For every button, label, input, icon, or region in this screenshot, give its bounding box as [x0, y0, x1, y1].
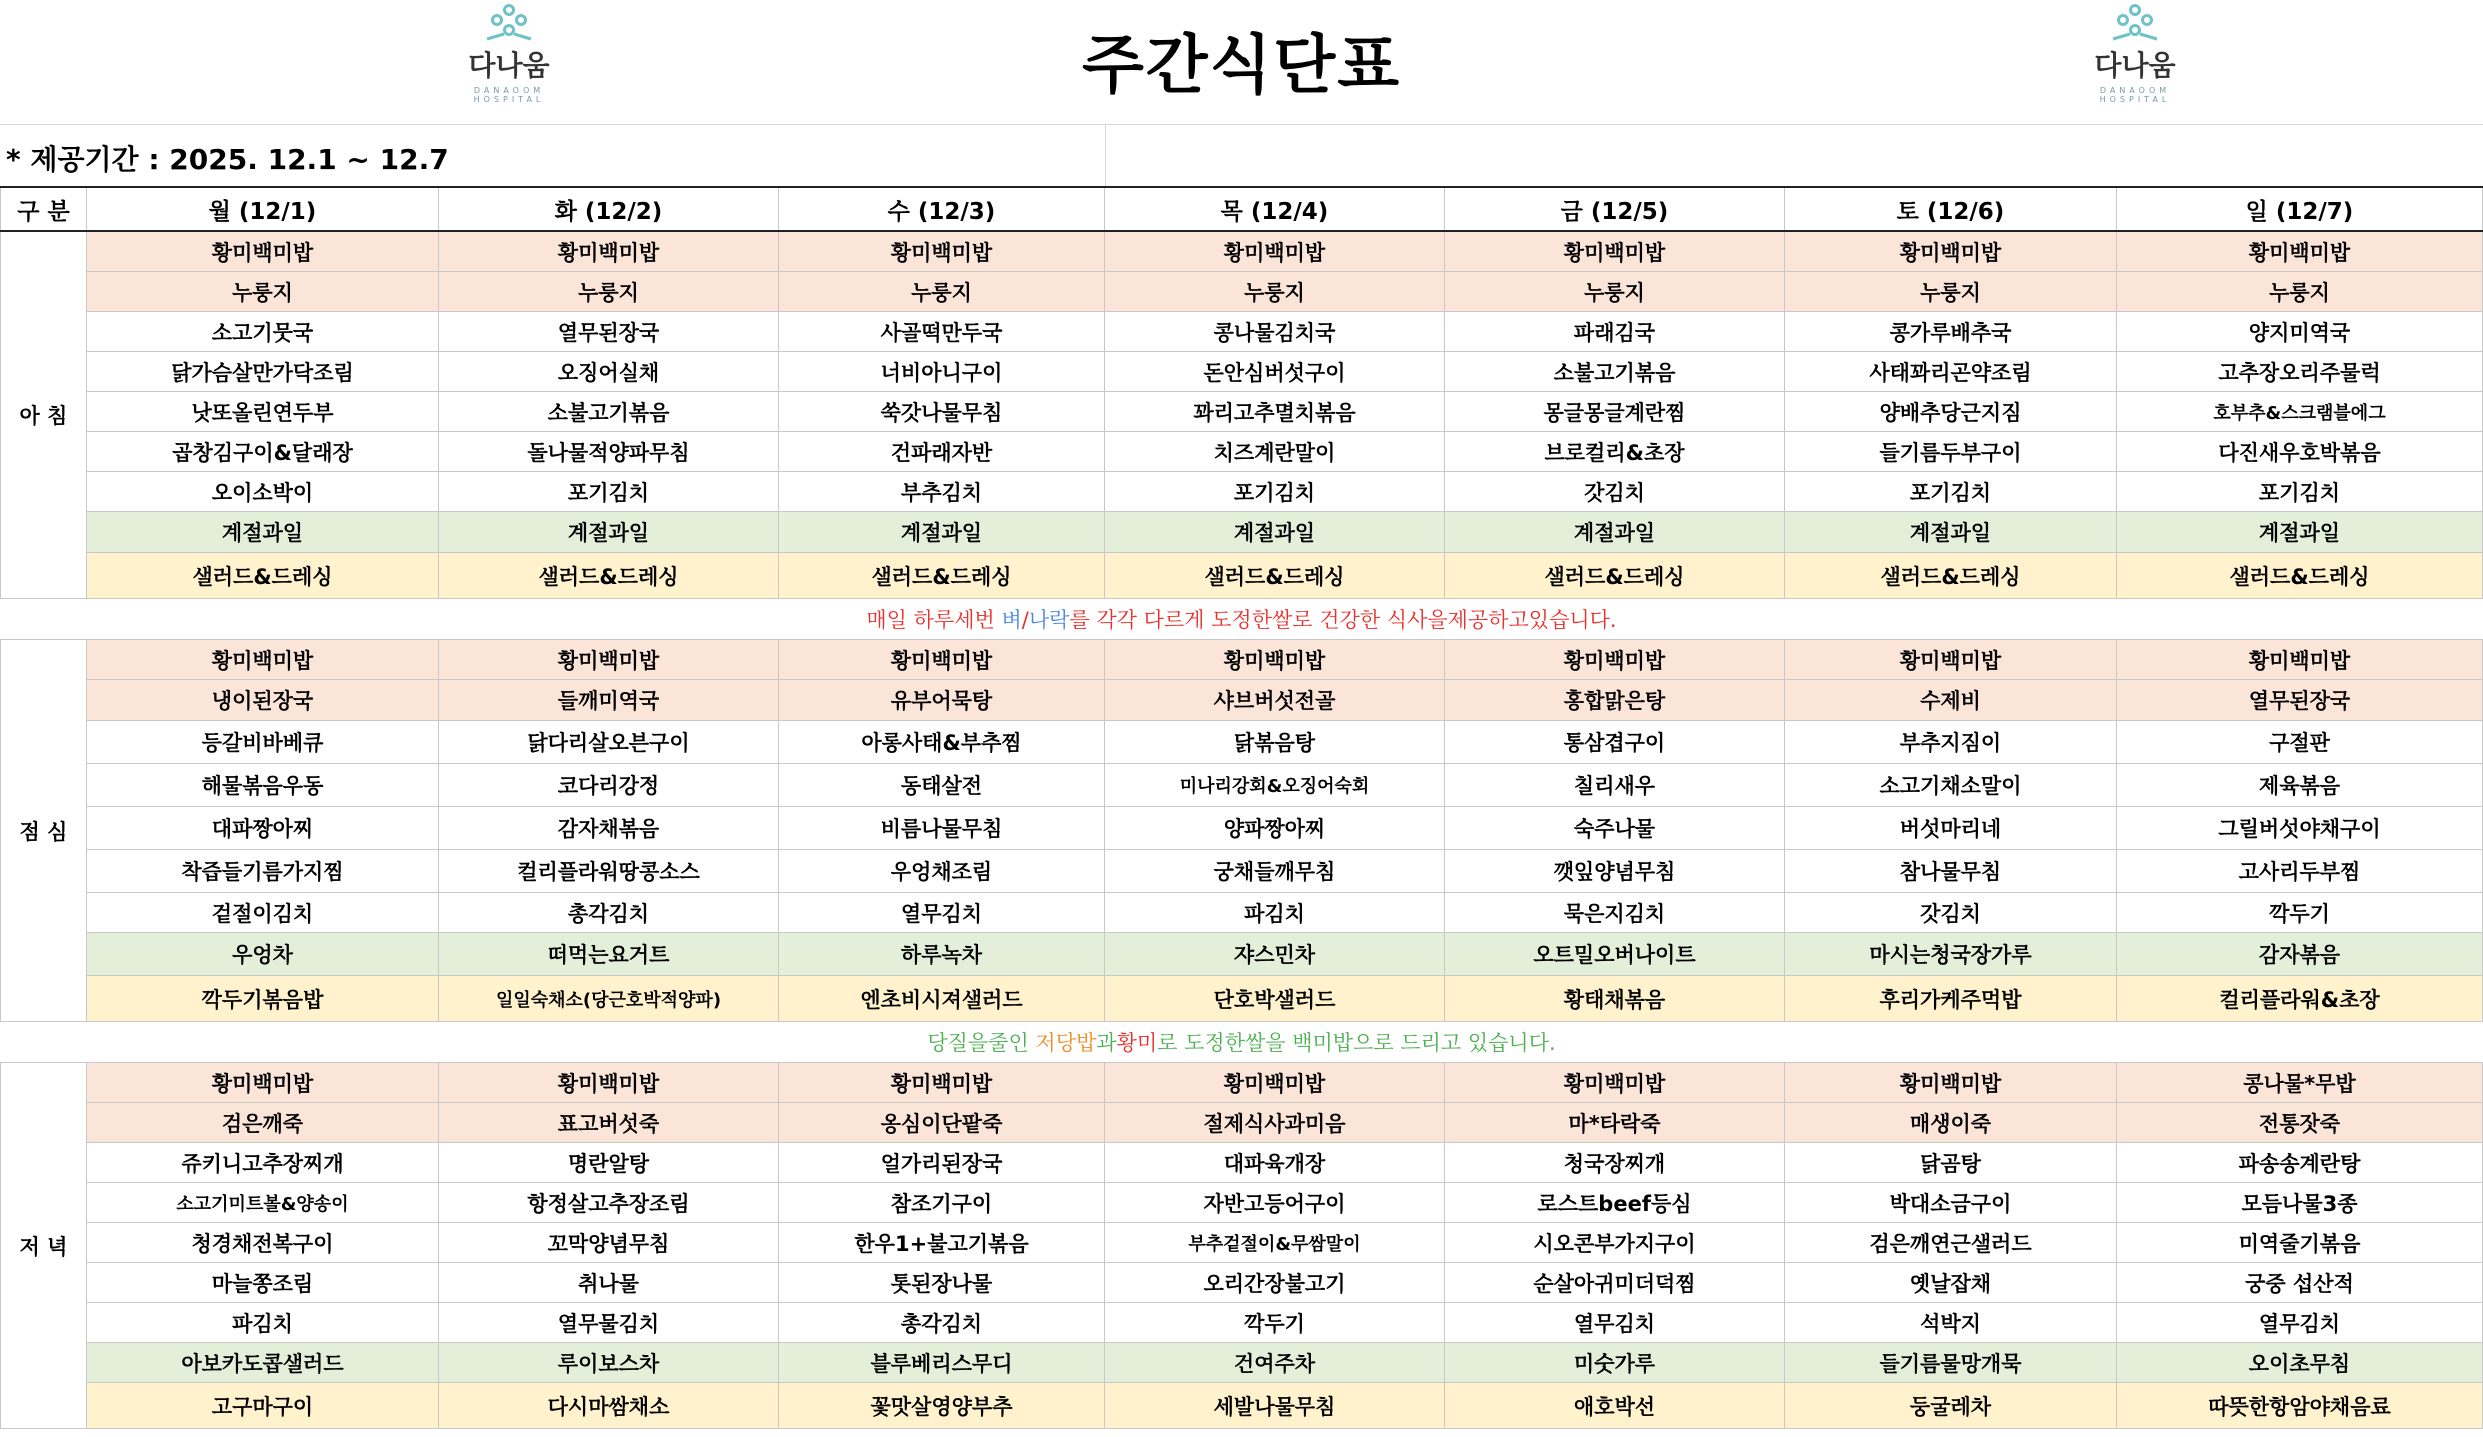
menu-cell: 오징어실채: [439, 352, 779, 392]
menu-cell: 순살아귀미더덕찜: [1445, 1263, 1785, 1303]
menu-cell: 대파짱아찌: [87, 807, 439, 850]
table-row: [1, 680, 2483, 721]
menu-cell: 열무된장국: [439, 312, 779, 352]
menu-cell: 깍두기: [1105, 1303, 1445, 1343]
menu-cell: 컬리플라워땅콩소스: [439, 850, 779, 893]
notice-fragment: 저당밥: [1035, 1031, 1097, 1055]
menu-cell: 오리간장불고기: [1105, 1263, 1445, 1303]
menu-cell: 소고기뭇국: [87, 312, 439, 352]
menu-cell: 누룽지: [87, 272, 439, 312]
day-header: 수 (12/3): [779, 187, 1105, 231]
menu-cell: 황미백미밥: [1785, 640, 2117, 680]
menu-cell: 건파래자반: [779, 432, 1105, 472]
menu-cell: 동태살전: [779, 764, 1105, 807]
menu-cell: 황미백미밥: [779, 231, 1105, 272]
menu-cell: 황미백미밥: [439, 640, 779, 680]
menu-cell: 샐러드&드레싱: [439, 553, 779, 599]
menu-cell: 총각김치: [779, 1303, 1105, 1343]
menu-cell: 우엉채조림: [779, 850, 1105, 893]
menu-cell: 구절판: [2117, 721, 2483, 764]
menu-cell: 절제식사과미음: [1105, 1103, 1445, 1143]
menu-cell: 닭가슴살만가닥조림: [87, 352, 439, 392]
menu-cell: 겉절이김치: [87, 893, 439, 933]
menu-cell: 청국장찌개: [1445, 1143, 1785, 1183]
menu-cell: 양지미역국: [2117, 312, 2483, 352]
menu-cell: 콩나물김치국: [1105, 312, 1445, 352]
menu-cell: 치즈계란말이: [1105, 432, 1445, 472]
menu-cell: 오트밀오버나이트: [1445, 933, 1785, 976]
menu-cell: 황미백미밥: [87, 231, 439, 272]
table-row: [1, 272, 2483, 312]
day-header: 화 (12/2): [439, 187, 779, 231]
menu-cell: 누룽지: [439, 272, 779, 312]
menu-cell: 파래김국: [1445, 312, 1785, 352]
menu-cell: 돈안심버섯구이: [1105, 352, 1445, 392]
menu-cell: 검은깨연근샐러드: [1785, 1223, 2117, 1263]
menu-cell: 사태꽈리곤약조림: [1785, 352, 2117, 392]
menu-cell: 자반고등어구이: [1105, 1183, 1445, 1223]
weekly-menu-table: [0, 186, 2483, 1429]
table-row: [1, 764, 2483, 807]
menu-cell: 열무김치: [1445, 1303, 1785, 1343]
menu-cell: 비름나물무침: [779, 807, 1105, 850]
menu-cell: 사골떡만두국: [779, 312, 1105, 352]
menu-cell: 전통잣죽: [2117, 1103, 2483, 1143]
menu-cell: 꽈리고추멸치볶음: [1105, 392, 1445, 432]
menu-cell: 황미백미밥: [1445, 1063, 1785, 1103]
menu-cell: 통삼겹구이: [1445, 721, 1785, 764]
menu-cell: 샐러드&드레싱: [87, 553, 439, 599]
table-header-row: [1, 187, 2483, 231]
menu-cell: 황미백미밥: [779, 1063, 1105, 1103]
table-row: [1, 721, 2483, 764]
menu-cell: 들깨미역국: [439, 680, 779, 721]
menu-cell: 닭다리살오븐구이: [439, 721, 779, 764]
menu-cell: 참조기구이: [779, 1183, 1105, 1223]
menu-cell: 황미백미밥: [1785, 231, 2117, 272]
day-header: 금 (12/5): [1445, 187, 1785, 231]
menu-cell: 너비아니구이: [779, 352, 1105, 392]
menu-cell: 옹심이단팥죽: [779, 1103, 1105, 1143]
menu-cell: 블루베리스무디: [779, 1343, 1105, 1383]
menu-cell: 들기름물망개묵: [1785, 1343, 2117, 1383]
menu-cell: 황미백미밥: [1785, 1063, 2117, 1103]
menu-cell: 오이초무침: [2117, 1343, 2483, 1383]
day-header: 토 (12/6): [1785, 187, 2117, 231]
menu-cell: 부추지짐이: [1785, 721, 2117, 764]
table-row: [1, 352, 2483, 392]
table-row: [1, 807, 2483, 850]
menu-cell: 궁중 섭산적: [2117, 1263, 2483, 1303]
menu-cell: 샤브버섯전골: [1105, 680, 1445, 721]
menu-cell: 총각김치: [439, 893, 779, 933]
menu-cell: 소고기채소말이: [1785, 764, 2117, 807]
menu-cell: 황미백미밥: [2117, 640, 2483, 680]
menu-cell: 감자채볶음: [439, 807, 779, 850]
menu-cell: 톳된장나물: [779, 1263, 1105, 1303]
menu-cell: 고추장오리주물럭: [2117, 352, 2483, 392]
menu-cell: 미나리강회&오징어숙회: [1105, 764, 1445, 807]
menu-cell: 한우1+불고기볶음: [779, 1223, 1105, 1263]
table-row: [1, 432, 2483, 472]
menu-cell: 둥굴레차: [1785, 1383, 2117, 1429]
table-row: [1, 1103, 2483, 1143]
menu-cell: 계절과일: [2117, 512, 2483, 553]
menu-cell: 들기름두부구이: [1785, 432, 2117, 472]
notice-row: [1, 599, 2483, 640]
logo-name: 다나움: [468, 49, 550, 82]
menu-cell: 콩나물*무밥: [2117, 1063, 2483, 1103]
menu-cell: 계절과일: [779, 512, 1105, 553]
menu-cell: 떠먹는요거트: [439, 933, 779, 976]
menu-cell: 황미백미밥: [1105, 231, 1445, 272]
menu-cell: 애호박선: [1445, 1383, 1785, 1429]
day-header: 월 (12/1): [87, 187, 439, 231]
menu-cell: 돌나물적양파무침: [439, 432, 779, 472]
menu-cell: 등갈비바베큐: [87, 721, 439, 764]
menu-cell: 건여주차: [1105, 1343, 1445, 1383]
menu-cell: 감자볶음: [2117, 933, 2483, 976]
menu-cell: 따뜻한항암야채음료: [2117, 1383, 2483, 1429]
menu-cell: 다진새우호박볶음: [2117, 432, 2483, 472]
table-row: [1, 893, 2483, 933]
table-row: [1, 1063, 2483, 1103]
menu-cell: 계절과일: [1105, 512, 1445, 553]
menu-cell: 마시는청국장가루: [1785, 933, 2117, 976]
menu-cell: 참나물무침: [1785, 850, 2117, 893]
menu-cell: 몽글몽글계란찜: [1445, 392, 1785, 432]
menu-cell: 마늘쫑조림: [87, 1263, 439, 1303]
meal-label: 점 심: [1, 640, 87, 1022]
menu-cell: 황미백미밥: [87, 640, 439, 680]
menu-cell: 아롱사태&부추찜: [779, 721, 1105, 764]
notice-text: [1, 599, 2483, 640]
menu-cell: 해물볶음우동: [87, 764, 439, 807]
notice-row: [1, 1022, 2483, 1063]
menu-cell: 로스트beef등심: [1445, 1183, 1785, 1223]
menu-cell: 일일숙채소(당근호박적양파): [439, 976, 779, 1022]
table-row: [1, 512, 2483, 553]
menu-cell: 포기김치: [1785, 472, 2117, 512]
menu-cell: 석박지: [1785, 1303, 2117, 1343]
menu-cell: 갓김치: [1785, 893, 2117, 933]
notice-fragment: 를 각각 다르게 도정한쌀로 건강한 식사을제공하고있습니다.: [1069, 608, 1617, 632]
menu-cell: 샐러드&드레싱: [1445, 553, 1785, 599]
logo-subtitle: DANAOOM HOSPITAL: [473, 86, 545, 104]
notice-fragment: 황미: [1116, 1031, 1158, 1055]
menu-cell: 항정살고추장조림: [439, 1183, 779, 1223]
menu-cell: 부추겉절이&무쌈말이: [1105, 1223, 1445, 1263]
menu-cell: 제육볶음: [2117, 764, 2483, 807]
menu-cell: 황미백미밥: [1445, 640, 1785, 680]
menu-cell: 샐러드&드레싱: [779, 553, 1105, 599]
notice-fragment: 벼: [1001, 608, 1022, 632]
menu-cell: 청경채전복구이: [87, 1223, 439, 1263]
menu-cell: 황태채볶음: [1445, 976, 1785, 1022]
menu-cell: 검은깨죽: [87, 1103, 439, 1143]
menu-cell: 파김치: [1105, 893, 1445, 933]
hospital-logo-right: [2075, 4, 2195, 104]
page-title: 주간식단표: [1081, 29, 1402, 103]
notice-fragment: 로 도정한쌀을 백미밥으로 드리고 있습니다.: [1157, 1031, 1556, 1055]
menu-cell: 닭볶음탕: [1105, 721, 1445, 764]
table-row: [1, 1223, 2483, 1263]
serving-period: * 제공기간 : 2025. 12.1 ~ 12.7: [6, 143, 449, 176]
table-row: [1, 472, 2483, 512]
menu-cell: 쟈스민차: [1105, 933, 1445, 976]
menu-cell: 열무김치: [779, 893, 1105, 933]
table-row: [1, 312, 2483, 352]
menu-cell: 황미백미밥: [439, 1063, 779, 1103]
table-row: [1, 553, 2483, 599]
menu-cell: 부추김치: [779, 472, 1105, 512]
menu-cell: 오이소박이: [87, 472, 439, 512]
menu-cell: 소불고기볶음: [439, 392, 779, 432]
menu-cell: 루이보스차: [439, 1343, 779, 1383]
menu-cell: 아보카도콥샐러드: [87, 1343, 439, 1383]
menu-cell: 포기김치: [2117, 472, 2483, 512]
menu-cell: 황미백미밥: [439, 231, 779, 272]
menu-cell: 양배추당근지짐: [1785, 392, 2117, 432]
menu-cell: 수제비: [1785, 680, 2117, 721]
notice-fragment: 매일 하루세번: [866, 608, 1002, 632]
menu-cell: 누룽지: [2117, 272, 2483, 312]
menu-cell: 꼬막양념무침: [439, 1223, 779, 1263]
logo-name: 다나움: [2094, 49, 2176, 82]
menu-cell: 갓김치: [1445, 472, 1785, 512]
menu-cell: 우엉차: [87, 933, 439, 976]
meal-label: 저 녁: [1, 1063, 87, 1429]
table-row: [1, 640, 2483, 680]
menu-cell: 열무된장국: [2117, 680, 2483, 721]
notice-text: [1, 1022, 2483, 1063]
menu-cell: 고사리두부찜: [2117, 850, 2483, 893]
table-row: [1, 392, 2483, 432]
menu-cell: 칠리새우: [1445, 764, 1785, 807]
table-row: [1, 1303, 2483, 1343]
menu-cell: 하루녹차: [779, 933, 1105, 976]
menu-cell: 황미백미밥: [2117, 231, 2483, 272]
menu-cell: 파김치: [87, 1303, 439, 1343]
notice-fragment: 당질을줄인: [927, 1031, 1036, 1055]
table-row: [1, 1183, 2483, 1223]
menu-cell: 코다리강정: [439, 764, 779, 807]
menu-cell: 박대소금구이: [1785, 1183, 2117, 1223]
menu-cell: 낫또올린연두부: [87, 392, 439, 432]
menu-cell: 묵은지김치: [1445, 893, 1785, 933]
menu-cell: 소고기미트볼&양송이: [87, 1183, 439, 1223]
menu-cell: 숙주나물: [1445, 807, 1785, 850]
menu-cell: 마*타락죽: [1445, 1103, 1785, 1143]
menu-cell: 착즙들기름가지찜: [87, 850, 439, 893]
day-header: 목 (12/4): [1105, 187, 1445, 231]
table-row: [1, 1383, 2483, 1429]
menu-cell: 열무물김치: [439, 1303, 779, 1343]
menu-cell: 황미백미밥: [1445, 231, 1785, 272]
menu-cell: 누룽지: [1105, 272, 1445, 312]
logo-mark-icon: [2108, 4, 2162, 42]
table-row: [1, 850, 2483, 893]
menu-cell: 곱창김구이&달래장: [87, 432, 439, 472]
notice-fragment: 과: [1096, 1031, 1117, 1055]
menu-cell: 미역줄기볶음: [2117, 1223, 2483, 1263]
menu-cell: 홍합맑은탕: [1445, 680, 1785, 721]
table-row: [1, 231, 2483, 272]
menu-cell: 양파짱아찌: [1105, 807, 1445, 850]
menu-cell: 샐러드&드레싱: [1785, 553, 2117, 599]
menu-cell: 궁채들깨무침: [1105, 850, 1445, 893]
menu-cell: 콩가루배추국: [1785, 312, 2117, 352]
menu-cell: 계절과일: [1445, 512, 1785, 553]
menu-cell: 황미백미밥: [87, 1063, 439, 1103]
menu-cell: 누룽지: [1785, 272, 2117, 312]
menu-cell: 미숫가루: [1445, 1343, 1785, 1383]
header: [0, 0, 2483, 125]
table-row: [1, 1263, 2483, 1303]
menu-cell: 깻잎양념무침: [1445, 850, 1785, 893]
menu-cell: 호부추&스크램블에그: [2117, 392, 2483, 432]
menu-cell: 유부어묵탕: [779, 680, 1105, 721]
menu-cell: 샐러드&드레싱: [2117, 553, 2483, 599]
divider: [1105, 124, 1106, 186]
menu-cell: 황미백미밥: [1105, 1063, 1445, 1103]
menu-cell: 열무김치: [2117, 1303, 2483, 1343]
table-row: [1, 933, 2483, 976]
menu-cell: 꽃맛살영양부추: [779, 1383, 1105, 1429]
menu-cell: 깍두기볶음밥: [87, 976, 439, 1022]
menu-cell: 고구마구이: [87, 1383, 439, 1429]
menu-cell: 깍두기: [2117, 893, 2483, 933]
category-header: 구 분: [1, 187, 87, 231]
menu-cell: 파송송계란탕: [2117, 1143, 2483, 1183]
menu-cell: 엔초비시져샐러드: [779, 976, 1105, 1022]
menu-cell: 브로컬리&초장: [1445, 432, 1785, 472]
menu-cell: 누룽지: [1445, 272, 1785, 312]
table-row: [1, 1343, 2483, 1383]
table-row: [1, 976, 2483, 1022]
menu-cell: 황미백미밥: [779, 640, 1105, 680]
menu-cell: 포기김치: [439, 472, 779, 512]
notice-fragment: /: [1021, 608, 1029, 632]
menu-cell: 시오콘부가지구이: [1445, 1223, 1785, 1263]
meal-label: 아 침: [1, 231, 87, 599]
menu-cell: 세발나물무침: [1105, 1383, 1445, 1429]
menu-cell: 얼가리된장국: [779, 1143, 1105, 1183]
menu-cell: 쥬키니고추장찌개: [87, 1143, 439, 1183]
menu-cell: 닭곰탕: [1785, 1143, 2117, 1183]
menu-cell: 옛날잡채: [1785, 1263, 2117, 1303]
menu-cell: 매생이죽: [1785, 1103, 2117, 1143]
menu-cell: 계절과일: [87, 512, 439, 553]
menu-cell: 계절과일: [1785, 512, 2117, 553]
menu-cell: 표고버섯죽: [439, 1103, 779, 1143]
menu-cell: 후리가케주먹밥: [1785, 976, 2117, 1022]
menu-cell: 누룽지: [779, 272, 1105, 312]
menu-cell: 컬리플라워&초장: [2117, 976, 2483, 1022]
logo-subtitle: DANAOOM HOSPITAL: [2099, 86, 2171, 104]
menu-cell: 단호박샐러드: [1105, 976, 1445, 1022]
menu-cell: 황미백미밥: [1105, 640, 1445, 680]
menu-cell: 소불고기볶음: [1445, 352, 1785, 392]
menu-cell: 포기김치: [1105, 472, 1445, 512]
menu-cell: 샐러드&드레싱: [1105, 553, 1445, 599]
menu-cell: 명란알탕: [439, 1143, 779, 1183]
menu-cell: 다시마쌈채소: [439, 1383, 779, 1429]
menu-cell: 대파육개장: [1105, 1143, 1445, 1183]
menu-cell: 쑥갓나물무침: [779, 392, 1105, 432]
menu-cell: 버섯마리네: [1785, 807, 2117, 850]
menu-cell: 계절과일: [439, 512, 779, 553]
menu-cell: 취나물: [439, 1263, 779, 1303]
notice-fragment: 나락: [1028, 608, 1070, 632]
day-header: 일 (12/7): [2117, 187, 2483, 231]
menu-cell: 모듬나물3종: [2117, 1183, 2483, 1223]
menu-cell: 냉이된장국: [87, 680, 439, 721]
menu-cell: 그릴버섯야채구이: [2117, 807, 2483, 850]
table-row: [1, 1143, 2483, 1183]
